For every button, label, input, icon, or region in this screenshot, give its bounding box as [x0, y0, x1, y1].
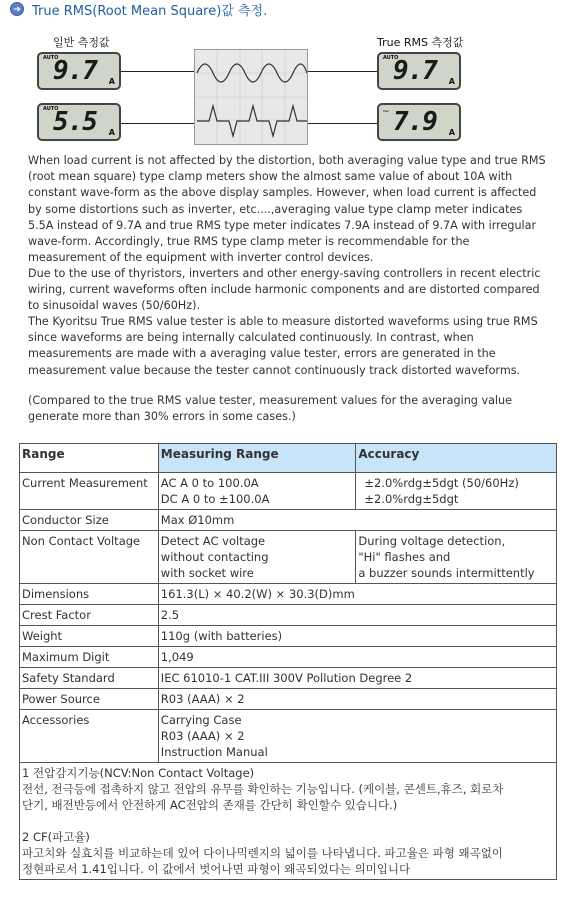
waveform-graph: [195, 50, 307, 144]
header-range: Range: [20, 444, 159, 473]
meter-display-average-sine: AUTO 9.7 A: [37, 52, 121, 90]
right-label: True RMS 측정값: [377, 36, 464, 49]
table-notes-row: 1 전압감지기능(NCV:Non Contact Voltage) 전선, 전극등에 접촉하지 않고 전압의 유무를 확인하는 기능입니다. (케이블, 콘센트,휴즈, 회로차 단기, 배전반등에서 안전하게 AC전압의 존재를 간단히 확인할수 있습니다.) 2 CF(파고율) 파고치와 실효치를 비교하는데 있어 다이나믹렌지의 넓이를 나타냅니다. 파고율은 파형 왜곡없이 정현파로서 1.41입니다. 이 값에서 벗어나면 파형이 왜곡되었다는 의미입니다: [20, 763, 557, 880]
header-measuring-range: Measuring Range: [158, 444, 356, 473]
table-header-row: [20, 444, 557, 473]
distorted-wave: [197, 106, 307, 136]
left-label: 일반 측정값: [53, 36, 110, 49]
table-row: Power Source R03 (AAA) × 2: [20, 689, 557, 710]
note-title: 2 CF(파고율): [22, 830, 90, 844]
meter-display-average-distorted: AUTO 5.5 A: [37, 103, 121, 141]
table-row: Current Measurement AC A 0 to 100.0A DC A 0 to ±100.0A ±2.0%rdg±5dgt (50/60Hz) ±2.0%rdg±5dgt: [20, 473, 557, 510]
connector-line: [303, 123, 377, 124]
connector-line: [121, 71, 199, 72]
arrow-right-circle-icon: ➔: [10, 2, 24, 16]
comparison-figure: [35, 30, 473, 148]
spec-table: [19, 443, 557, 880]
table-row: Maximum Digit 1,049: [20, 647, 557, 668]
table-row: Dimensions 161.3(L) × 40.2(W) × 30.3(D)mm: [20, 584, 557, 605]
table-row: Crest Factor 2.5: [20, 605, 557, 626]
table-row: Safety Standard IEC 61010-1 CAT.III 300V Pollution Degree 2: [20, 668, 557, 689]
description-paragraph: The Kyoritsu True RMS value tester is able to measure distorted waveforms using true RMS since waveforms are being internally calculated continuously. In contrast, when measurements are made with a averaging value tester, errors are generated in the measurement value because the tester cannot continuously track distorted waveforms.: [28, 315, 538, 377]
connector-line: [121, 123, 199, 124]
header-accuracy: Accuracy: [356, 444, 557, 473]
connector-line: [303, 71, 377, 72]
section-title: True RMS(Root Mean Square)값 측정.: [32, 3, 268, 19]
description-paragraph: (Compared to the true RMS value tester, measurement values for the averaging value generate more than 30% errors in some cases.): [28, 394, 513, 424]
table-row: Weight 110g (with batteries): [20, 626, 557, 647]
meter-display-rms-distorted: ~ 7.9 A: [377, 103, 461, 141]
waveform-screen: [194, 49, 308, 145]
meter-display-rms-sine: AUTO 9.7 A: [377, 52, 461, 90]
section-header: [10, 0, 267, 18]
description-paragraph: Due to the use of thyristors, inverters and other energy-saving controllers in recent electric wiring, current waveforms often include harmonic components and are distorted compared to sinusoidal waves (50/60Hz).: [28, 267, 541, 313]
table-row: Conductor Size Max Ø10mm: [20, 510, 557, 531]
table-row: Non Contact Voltage Detect AC voltage without contacting with socket wire During voltage detection, "Hi" flashes and a buzzer sounds intermittently: [20, 531, 557, 584]
description-paragraph: When load current is not affected by the distortion, both averaging value type and true RMS (root mean square) type clamp meters show the almost same value of about 10A with constant wave-form as the above display samples. However, when load current is affected by some distortions such as inverter, etc....,averaging value type clamp meter indicates 5.5A instead of 9.7A and true RMS type meter indicates 7.9A instead of 9.7A with irregular wave-form. Accordingly, true RMS type clamp meter is recommendable for the measurement of the equipment with inverter control devices.: [28, 154, 546, 265]
table-row: Accessories Carrying Case R03 (AAA) × 2 Instruction Manual: [20, 710, 557, 763]
note-title: 1 전압감지기능(NCV:Non Contact Voltage): [22, 766, 255, 780]
